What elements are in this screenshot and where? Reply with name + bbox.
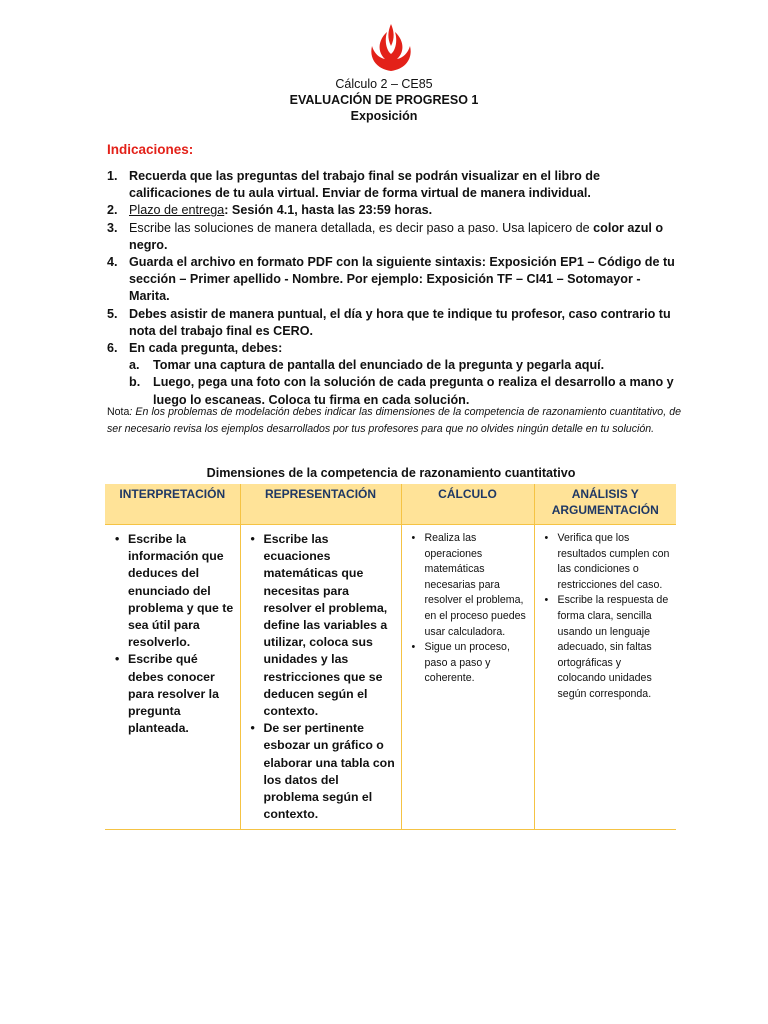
item-number: 1. xyxy=(107,169,118,183)
list-item xyxy=(107,202,681,219)
list-item xyxy=(107,254,681,306)
university-logo xyxy=(367,22,415,72)
sub-list-item xyxy=(129,357,681,374)
cell-interpretation xyxy=(105,525,240,830)
header-calculation: CÁLCULO xyxy=(401,484,534,525)
sub-item-letter: b. xyxy=(129,375,141,390)
evaluation-title: EVALUACIÓN DE PROGRESO 1 xyxy=(289,93,479,107)
item-text: Escribe las soluciones de manera detallada, es decir paso a paso. Usa lapicero de xyxy=(129,220,594,235)
item-number: 2. xyxy=(107,203,118,218)
item-text: En cada pregunta, debes: xyxy=(129,341,283,356)
item-text: Debes asistir de manera puntual, el día y hora que te indique tu profesor, caso contrario tu nota del trabajo final es CERO. xyxy=(129,306,671,338)
item-text: Guarda el archivo en formato PDF con la siguiente sintaxis: Exposición EP1 – Código de tu sección – Primer apellido - Nombre. Por ejemplo: xyxy=(129,255,675,287)
bullet-item: • De ser pertinente esbozar un gráfico o elaborar una tabla con los datos del problema según el contexto. xyxy=(247,720,397,823)
note-paragraph xyxy=(107,404,681,438)
list-item xyxy=(107,168,681,202)
cell-representation xyxy=(240,525,401,830)
note-text: : En los problemas de modelación debes indicar las dimensiones de la competencia de razonamiento cuantitativo, de ser necesario revisa los ejemplos desarrollados por tus profesores para que no olvides ningún detalle en tu solución. xyxy=(107,406,681,435)
item-number: 5. xyxy=(107,306,118,321)
bullet-item: • Escribe la respuesta de forma clara, sencilla usando un lenguaje adecuado, sin faltas ortográficas y colocando unidades según corresponda. xyxy=(541,593,673,702)
indications-list xyxy=(107,168,681,409)
header-interpretation: INTERPRETACIÓN xyxy=(105,484,240,525)
bullet-item: • Verifica que los resultados cumplen con las condiciones o restricciones del caso. xyxy=(541,531,673,593)
table-title: Dimensiones de la competencia de razonamiento cuantitativo xyxy=(206,466,576,480)
item-text: : Sesión 4.1, hasta las 23:59 horas. xyxy=(224,203,433,218)
header-representation: REPRESENTACIÓN xyxy=(240,484,401,525)
sub-item-text: Tomar una captura de pantalla del enunciado de la pregunta y pegarla aquí. xyxy=(153,358,605,373)
sub-item-letter: a. xyxy=(129,358,140,373)
table-row xyxy=(105,525,676,830)
cell-analysis xyxy=(534,525,676,830)
table-header-row xyxy=(105,484,676,525)
evaluation-type: Exposición xyxy=(350,109,418,123)
item-text: Recuerda que las preguntas del trabajo final se podrán visualizar en el libro de calificaciones de tu aula virtual. Enviar de forma virtual de manera individual. xyxy=(129,169,600,201)
item-number: 3. xyxy=(107,220,118,235)
item-emphasis: color azul o negro. xyxy=(129,220,664,252)
bullet-item: • Realiza las operaciones matemáticas necesarias para resolver el problema, en el proceso puedes usar calculadora. xyxy=(408,531,530,640)
bullet-item: • Escribe la información que deduces del enunciado del problema y que te sea útil para resolverlo. xyxy=(111,531,236,651)
cell-calculation xyxy=(401,525,534,830)
item-number: 6. xyxy=(107,341,118,356)
sub-item-text: Luego, pega una foto con la solución de cada pregunta o realiza el desarrollo a mano y luego lo escaneas. Coloca tu firma en cada solución. xyxy=(153,375,674,407)
header-analysis: ANÁLISIS Y ARGUMENTACIÓN xyxy=(534,484,676,525)
course-title: Cálculo 2 – CE85 xyxy=(335,77,433,91)
deadline-label: Plazo de entrega xyxy=(129,203,225,218)
item-number: 4. xyxy=(107,255,118,270)
sub-list xyxy=(129,357,681,409)
note-label: Nota xyxy=(107,406,130,418)
list-item xyxy=(107,340,681,409)
bullet-item: • Sigue un proceso, paso a paso y coherente. xyxy=(408,640,530,687)
competency-table xyxy=(105,484,676,830)
bullet-item: • Escribe las ecuaciones matemáticas que necesitas para resolver el problema, define las variables a utilizar, coloca sus unidades y las restricciones que se deducen según el contexto. xyxy=(247,531,397,720)
item-emphasis: Exposición TF – CI41 – Sotomayor - Marita. xyxy=(129,272,641,304)
list-item xyxy=(107,306,681,340)
indications-heading: Indicaciones: xyxy=(107,142,194,157)
list-item xyxy=(107,220,681,254)
bullet-item: • Escribe qué debes conocer para resolver la pregunta planteada. xyxy=(111,651,236,737)
